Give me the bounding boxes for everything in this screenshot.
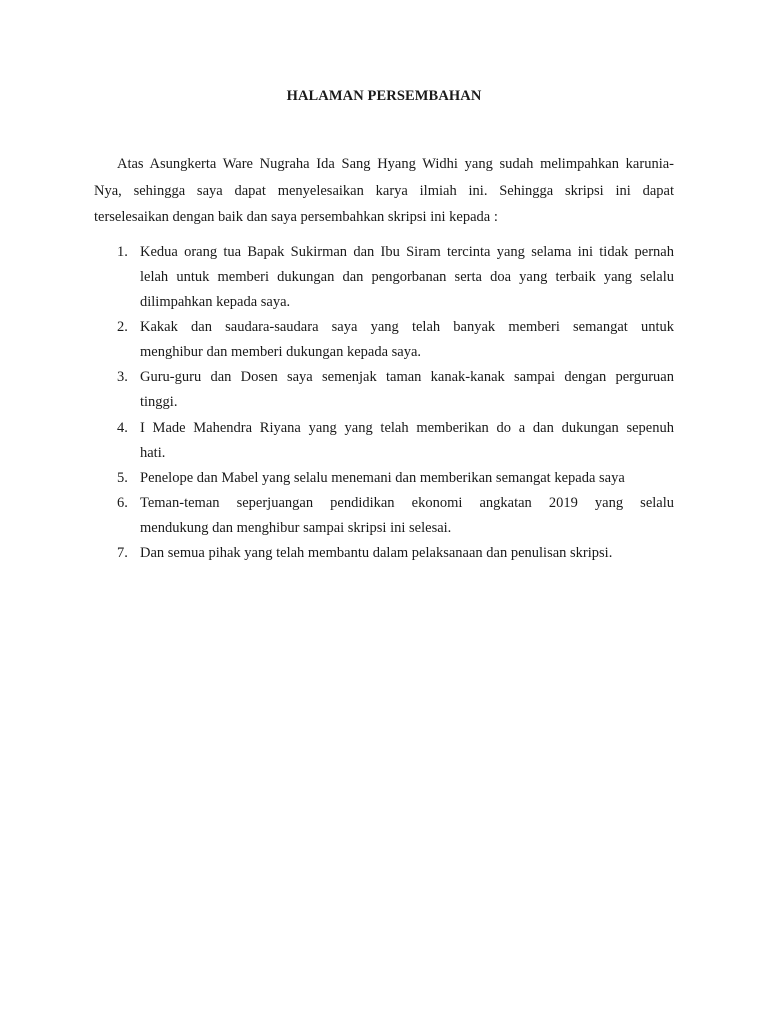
- list-item-line: dilimpahkan kepada saya.: [140, 294, 291, 310]
- list-item-number: 4.: [117, 420, 128, 436]
- list-item-line: I Made Mahendra Riyana yang yang telah memberikan do a dan dukungan sepenuh: [140, 420, 674, 436]
- list-item-line: menghibur dan memberi dukungan kepada saya.: [140, 344, 422, 360]
- list-item-number: 1.: [117, 244, 128, 260]
- list-item-line: Kedua orang tua Bapak Sukirman dan Ibu Siram tercinta yang selama ini tidak pernah: [140, 244, 674, 260]
- list-item-line: mendukung dan menghibur sampai skripsi ini selesai.: [140, 520, 452, 536]
- list-item-line: Kakak dan saudara-saudara saya yang telah banyak memberi semangat untuk: [140, 319, 674, 335]
- list-item-line: lelah untuk memberi dukungan dan pengorbanan serta doa yang terbaik yang selalu: [140, 269, 674, 285]
- list-item-line: Teman-teman seperjuangan pendidikan ekonomi angkatan 2019 yang selalu: [140, 495, 674, 511]
- paragraph-line-3: terselesaikan dengan baik dan saya persembahkan skripsi ini kepada :: [94, 209, 498, 225]
- list-item-line: Dan semua pihak yang telah membantu dalam pelaksanaan dan penulisan skripsi.: [140, 545, 613, 561]
- paragraph-line-1: Atas Asungkerta Ware Nugraha Ida Sang Hyang Widhi yang sudah melimpahkan karunia-: [117, 156, 674, 172]
- list-item-line: hati.: [140, 445, 166, 461]
- list-item-line: Guru-guru dan Dosen saya semenjak taman kanak-kanak sampai dengan perguruan: [140, 369, 674, 385]
- list-item-line: Penelope dan Mabel yang selalu menemani dan memberikan semangat kepada saya: [140, 470, 625, 486]
- list-item-number: 5.: [117, 470, 128, 486]
- list-item-number: 7.: [117, 545, 128, 561]
- page-title: HALAMAN PERSEMBAHAN: [286, 88, 482, 104]
- paragraph-line-2: Nya, sehingga saya dapat menyelesaikan karya ilmiah ini. Sehingga skripsi ini dapat: [94, 183, 674, 199]
- list-item-line: tinggi.: [140, 394, 178, 410]
- list-item-number: 2.: [117, 319, 128, 335]
- list-item-number: 3.: [117, 369, 128, 385]
- list-item-number: 6.: [117, 495, 128, 511]
